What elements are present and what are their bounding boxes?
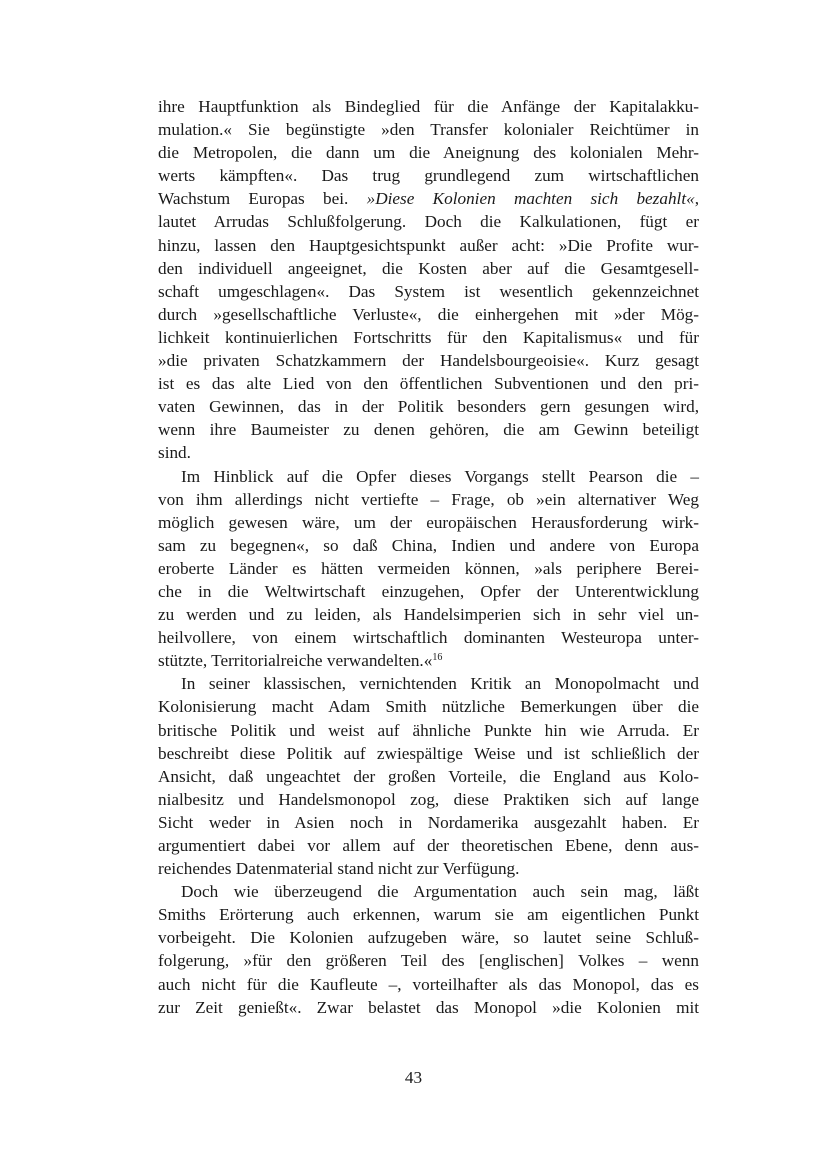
text-line: Ansicht, daß ungeachtet der großen Vorteile, die England aus Kolo- [158, 766, 699, 786]
text-line: argumentiert dabei vor allem auf der theoretischen Ebene, denn aus- [158, 836, 699, 855]
text-line: durch »gesellschaftliche Verluste«, die einhergehen mit »der Mög- [158, 304, 699, 324]
text-line: auch nicht für die Kaufleute –, vorteilhafter als das Monopol, das es [158, 974, 699, 994]
text-line: »die privaten Schatzkammern der Handelsbourgeoisie«. Kurz gesagt [158, 351, 699, 371]
italic-quote: »Diese Kolonien machten sich bezahlt« [366, 189, 695, 209]
text-line: nialbesitz und Handelsmonopol zog, diese Praktiken sich auf lange [158, 789, 699, 809]
text-line: sam zu begegnen«, so daß China, Indien und andere von Europa [158, 535, 699, 555]
text-line: Doch wie überzeugend die Argumentation auch sein mag, läßt [181, 882, 699, 902]
text-line: Sicht weder in Asien noch in Nordamerika ausgezahlt haben. Er [158, 812, 699, 832]
text-line: schaft umgeschlagen«. Das System ist wesentlich gekennzeichnet [158, 281, 699, 301]
text-line: ihre Hauptfunktion als Bindeglied für die Anfänge der Kapitalakku- [158, 97, 699, 116]
text-line: Kolonisierung macht Adam Smith nützliche Bemerkungen über die [158, 697, 699, 717]
text-segment: , [694, 189, 699, 209]
text-line: reichendes Datenmaterial stand nicht zur Verfügung. [158, 859, 520, 879]
text-line [158, 649, 699, 672]
text-segment: stützte, Territorialreiche verwandelten.« [158, 651, 433, 671]
text-line: che in die Weltwirtschaft einzugehen, Opfer der Unterentwicklung [158, 581, 699, 601]
text-line: eroberte Länder es hätten vermeiden können, »als periphere Berei- [158, 558, 699, 578]
text-line: wenn ihre Baumeister zu denen gehören, die am Gewinn beteiligt [158, 420, 699, 440]
text-line: sind. [158, 443, 191, 463]
page-number: 43 [404, 1068, 423, 1087]
text-line: vorbeigeht. Die Kolonien aufzugeben wäre, so lautet seine Schluß- [158, 928, 699, 948]
text-line: den individuell angeeignet, die Kosten aber auf die Gesamtgesell- [158, 258, 699, 278]
footnote-marker: 16 [432, 652, 443, 664]
text-line: Im Hinblick auf die Opfer dieses Vorgangs stellt Pearson die – [181, 466, 699, 486]
text-line [158, 187, 699, 210]
text-line: von ihm allerdings nicht vertiefte – Frage, ob »ein alternativer Weg [158, 489, 699, 509]
text-line: beschreibt diese Politik auf zwiespältige Weise und ist schließlich der [158, 743, 699, 763]
text-segment: Wachstum Europas bei. [158, 189, 367, 209]
text-line: ist es das alte Lied von den öffentlichen Subventionen und den pri- [158, 374, 699, 394]
text-line: lichkeit kontinuierlichen Fortschritts für den Kapitalismus« und für [158, 327, 699, 347]
text-line: vaten Gewinnen, das in der Politik besonders gern gesungen wird, [158, 397, 699, 417]
text-line: lautet Arrudas Schlußfolgerung. Doch die Kalkulationen, fügt er [158, 212, 699, 232]
paragraph [158, 672, 699, 880]
paragraph [158, 880, 699, 1019]
text-line: folgerung, »für den größeren Teil des [englischen] Volkes – wenn [158, 951, 699, 971]
paragraph [158, 95, 699, 465]
paragraph [158, 465, 699, 673]
text-line: werts kämpften«. Das trug grundlegend zum wirtschaftlichen [158, 166, 699, 186]
text-line: heilvollere, von einem wirtschaftlich dominanten Westeuropa unter- [158, 628, 699, 648]
text-line: die Metropolen, die dann um die Aneignung des kolonialen Mehr- [158, 143, 699, 163]
text-line: zu werden und zu leiden, als Handelsimperien sich in sehr viel un- [158, 605, 699, 625]
text-line: hinzu, lassen den Hauptgesichtspunkt außer acht: »Die Profite wur- [158, 235, 699, 255]
text-line: In seiner klassischen, vernichtenden Kritik an Monopolmacht und [181, 674, 699, 694]
text-line: möglich gewesen wäre, um der europäischen Herausforderung wirk- [158, 512, 699, 532]
text-line: zur Zeit genießt«. Zwar belastet das Monopol »die Kolonien mit [158, 997, 699, 1017]
text-line: britische Politik und weist auf ähnliche Punkte hin wie Arruda. Er [158, 720, 699, 740]
text-line: Smiths Erörterung auch erkennen, warum sie am eigentlichen Punkt [158, 905, 699, 925]
body-text [158, 95, 699, 1019]
text-line: mulation.« Sie begünstigte »den Transfer kolonialer Reichtümer in [158, 120, 699, 140]
